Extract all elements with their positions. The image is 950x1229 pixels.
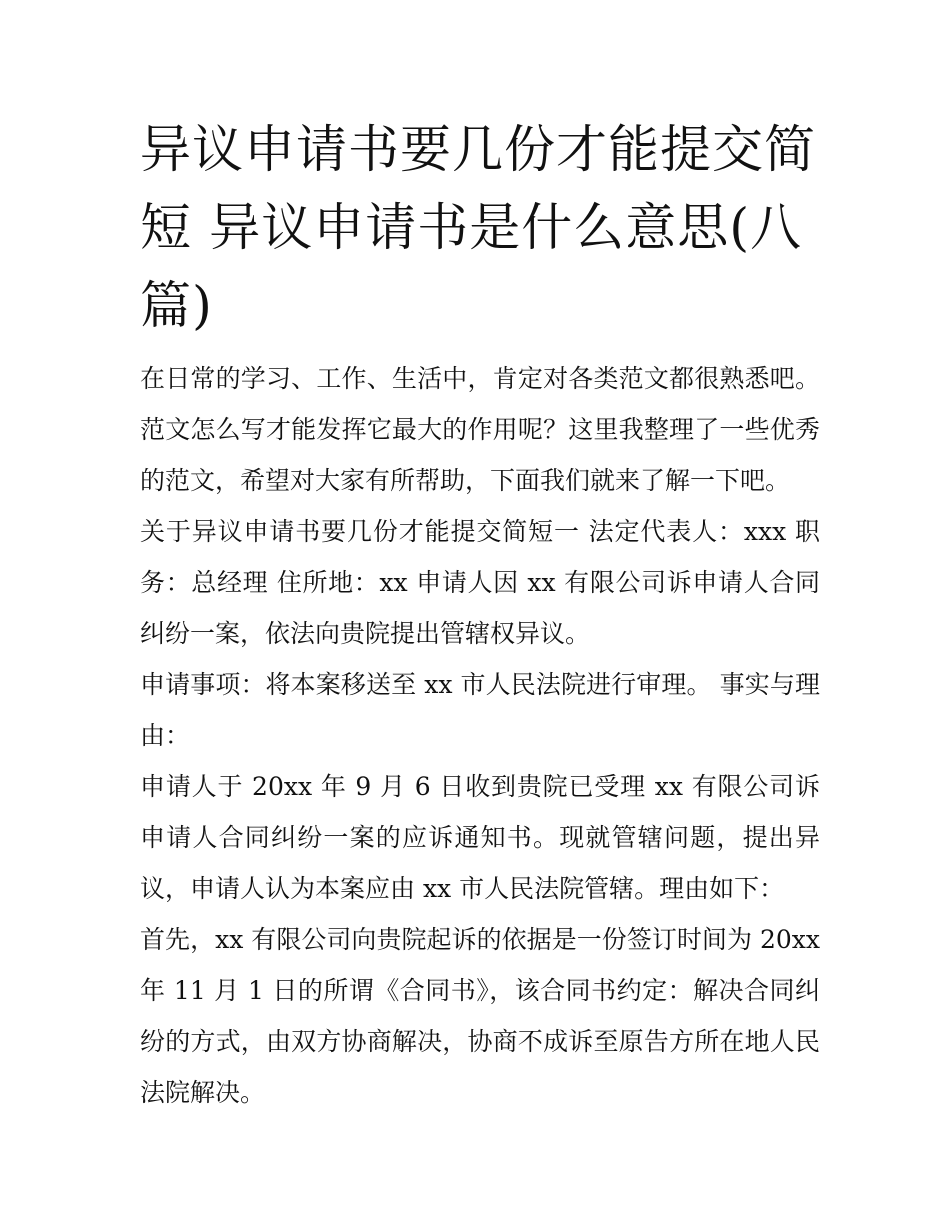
paragraph-request-items: 申请事项：将本案移送至 xx 市人民法院进行审理。 事实与理由： xyxy=(140,670,820,750)
document-body xyxy=(140,353,820,1118)
paragraph-intro: 在日常的学习、工作、生活中，肯定对各类范文都很熟悉吧。范文怎么写才能发挥它最大的作用呢？这里我整理了一些优秀的范文，希望对大家有所帮助，下面我们就来了解一下吧。 xyxy=(140,364,820,495)
paragraph-applicant-info: 关于异议申请书要几份才能提交简短一 法定代表人：xxx 职务：总经理 住所地：xx 申请人因 xx 有限公司诉申请人合同纠纷一案，依法向贵院提出管辖权异议。 xyxy=(140,517,820,648)
paragraph-notice-received: 申请人于 20xx 年 9 月 6 日收到贵院已受理 xx 有限公司诉申请人合同纠纷一案的应诉通知书。现就管辖问题，提出异议，申请人认为本案应由 xx 市人民法院管辖。理由如下： xyxy=(140,772,820,903)
document-title: 异议申请书要几份才能提交简短 异议申请书是什么意思(八篇) xyxy=(140,121,817,336)
paragraph-first-reason: 首先，xx 有限公司向贵院起诉的依据是一份签订时间为 20xx 年 11 月 1 日的所谓《合同书》，该合同书约定：解决合同纠纷的方式，由双方协商解决，协商不成诉至原告方所在地人民法院解决。 xyxy=(140,925,820,1107)
